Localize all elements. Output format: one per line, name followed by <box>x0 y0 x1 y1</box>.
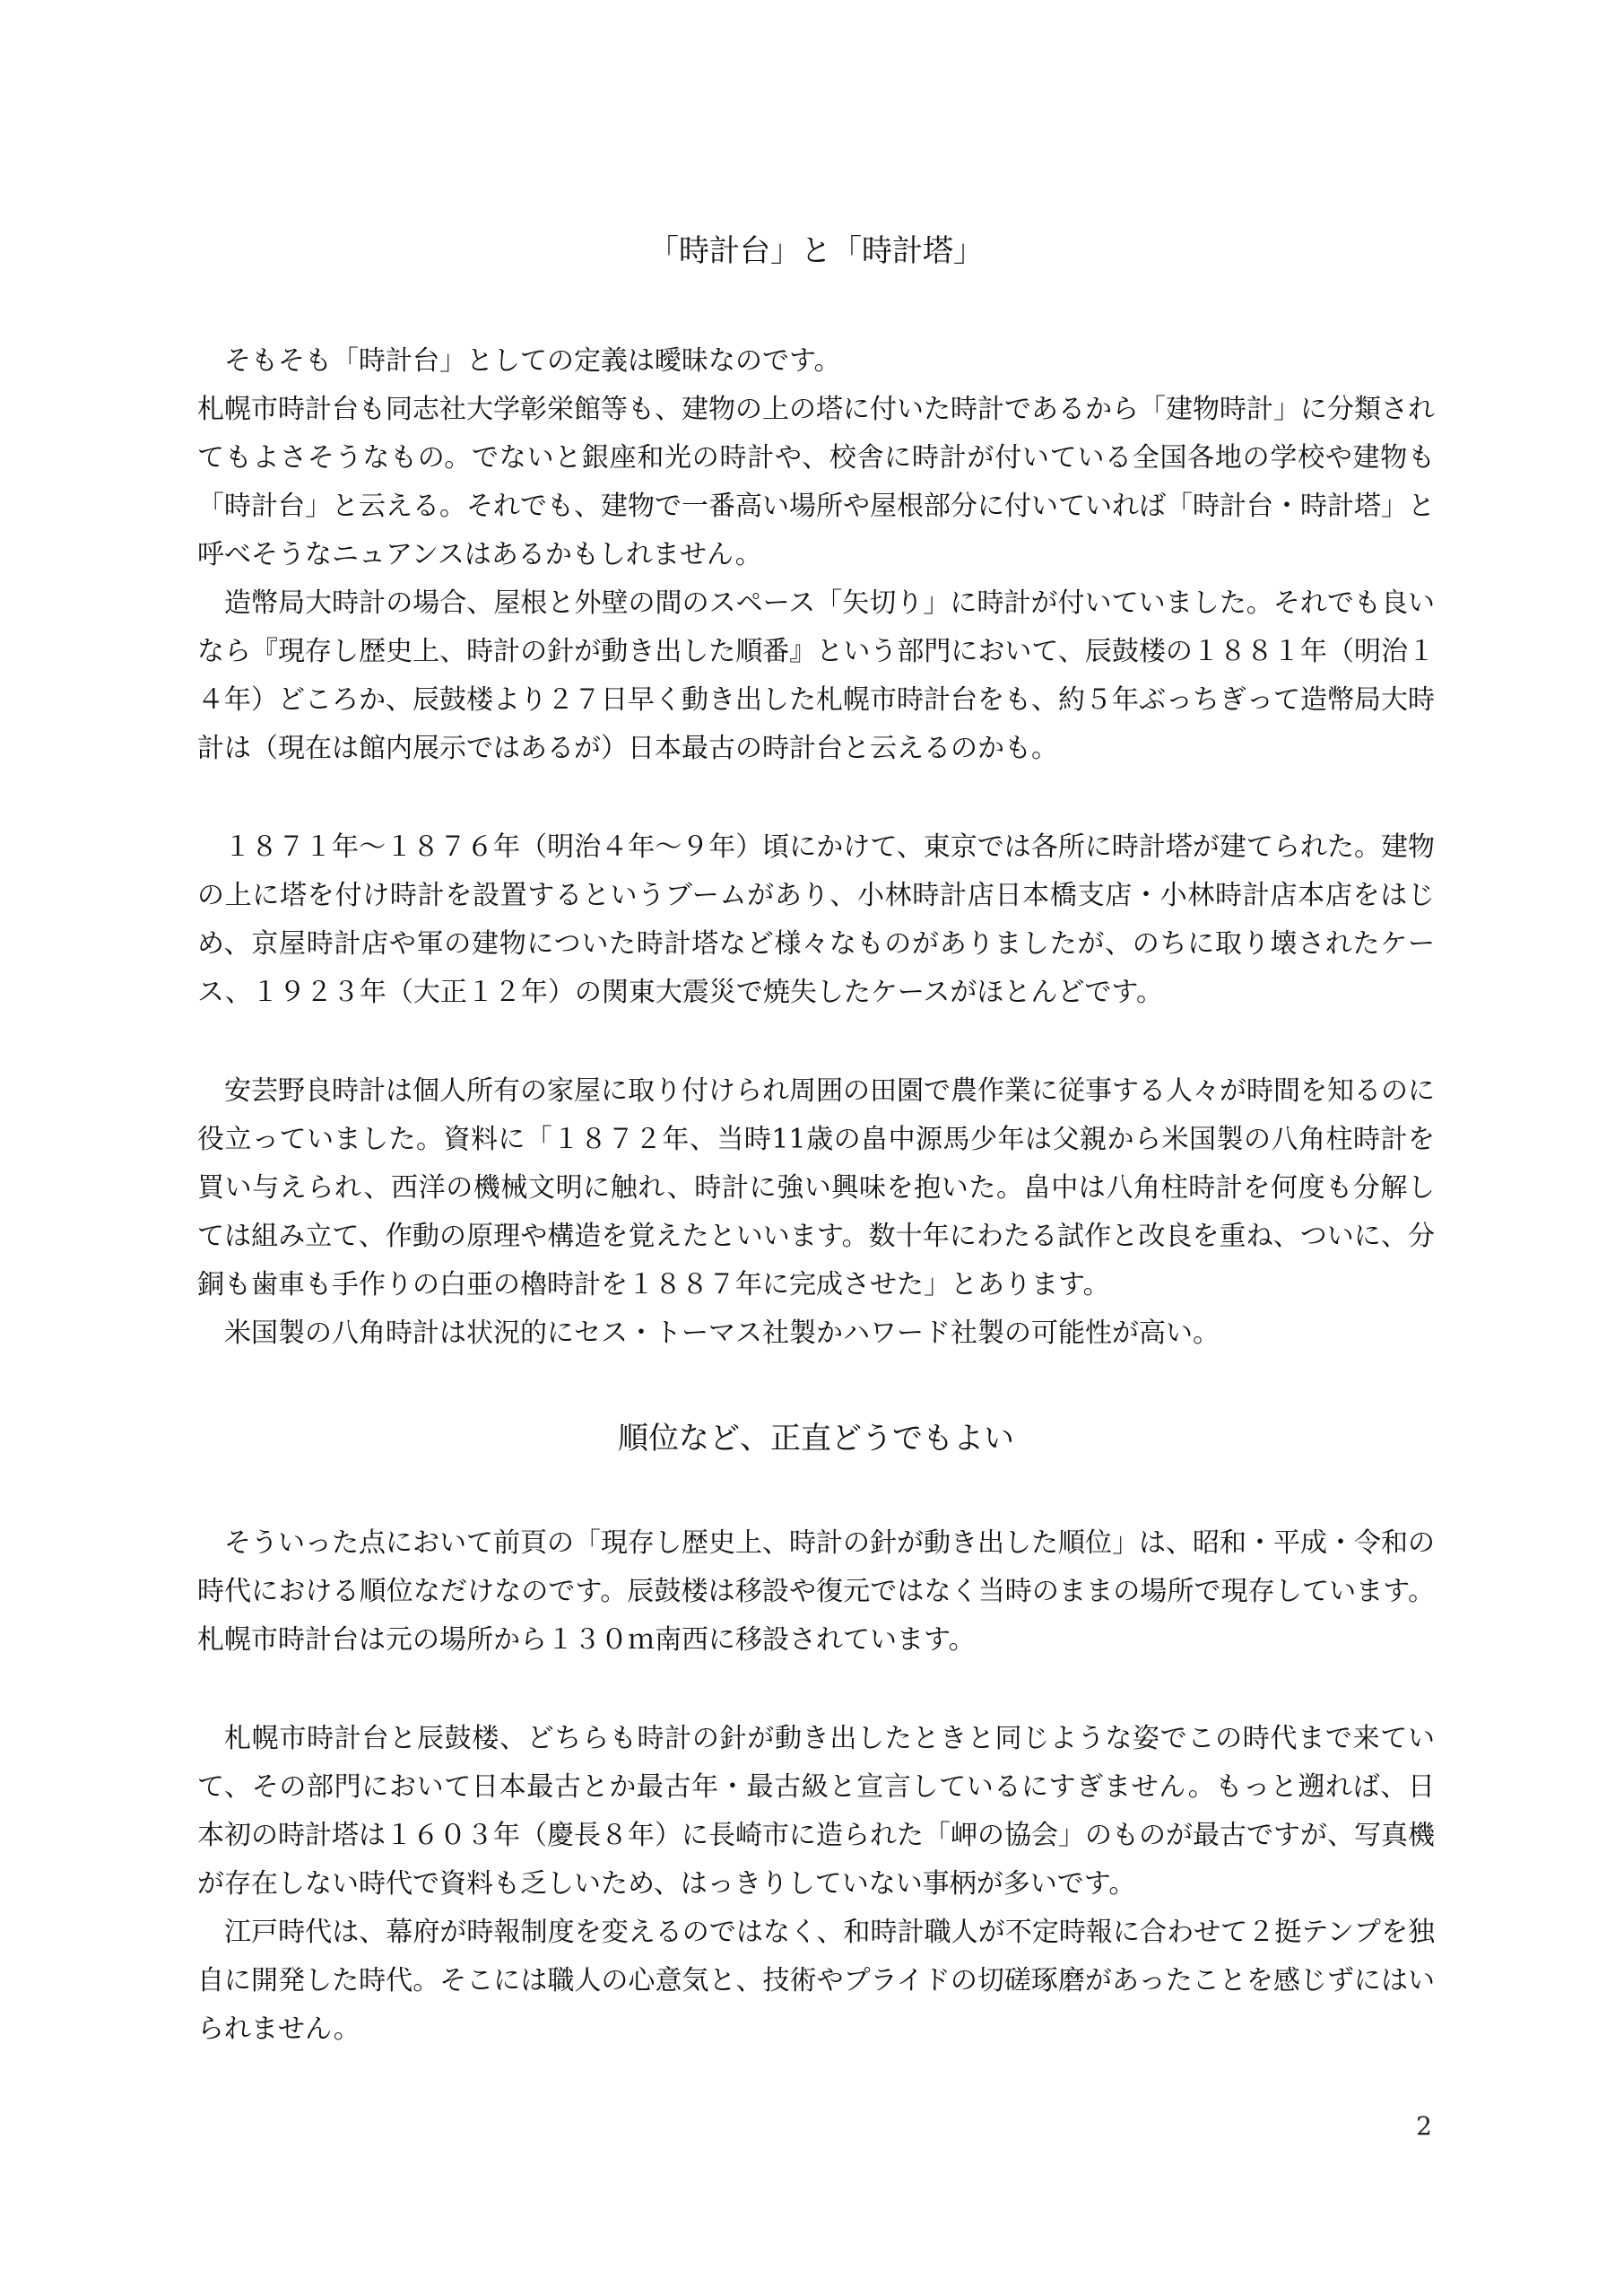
paragraph-edo: 江戸時代は、幕府が時報制度を変えるのではなく、和時計職人が不定時報に合わせて２挺テンプを独自に開発した時代。そこには職人の心意気と、技術やプライドの切磋琢磨があったことを感じずにはいられません。 <box>197 1917 1435 2045</box>
spacer <box>197 1017 1435 1067</box>
paragraph-tokyo: １８７１年～１８７６年（明治４年～９年）頃にかけて、東京では各所に時計塔が建てられた。建物の上に塔を付け時計を設置するというブームがあり、小林時計店日本橋支店・小林時計店本店をはじめ、京屋時計店や軍の建物についた時計塔など様々なものがありましたが、のちに取り壊されたケース、１９２３年（大正１２年）の関東大震災で焼失したケースがほとんどです。 <box>197 831 1435 1008</box>
paragraph-definition: そもそも「時計台」としての定義は曖昧なのです。 <box>224 345 841 377</box>
section-heading-clock-tower: 「時計台」と「時計塔」 <box>648 233 984 269</box>
paragraph-american-clock: 米国製の八角時計は状況的にセス・トーマス社製かハワード社製の可能性が高い。 <box>224 1318 1220 1349</box>
section-heading-ranking: 順位など、正直どうでもよい <box>618 1421 1014 1457</box>
paragraph-aki: 安芸野良時計は個人所有の家屋に取り付けられ周囲の田園で農作業に従事する人々が時間を知るのに役立っていました。資料に「１８７２年、当時11歳の畠中源馬少年は父親から米国製の八角柱時計を買い与えられ、西洋の機械文明に触れ、時計に強い興味を抱いた。畠中は八角柱時計を何度も分解しては組み立て、作動の原理や構造を覚えたといいます。数十年にわたる試作と改良を重ね、ついに、分銅も歯車も手作りの白亜の櫓時計を１８８７年に完成させた」とあります。 <box>197 1075 1435 1300</box>
spacer <box>197 773 1435 823</box>
spacer <box>197 278 1435 337</box>
paragraph-sapporo: 札幌市時計台も同志社大学彰栄館等も、建物の上の塔に付いた時計であるから「建物時計」に分類されてもよさそうなもの。でないと銀座和光の時計や、校舎に時計が付いている全国各地の学校や建物も「時計台」と云える。それでも、建物で一番高い場所や屋根部分に付いていれば「時計台・時計塔」と呼べそうなニュアンスはあるかもしれません。 <box>197 394 1435 570</box>
paragraph-ranking: そういった点において前頁の「現存し歴史上、時計の針が動き出した順位」は、昭和・平成・令和の時代における順位なだけなのです。辰鼓楼は移設や復元ではなく当時のままの場所で現存しています。札幌市時計台は元の場所から１３０ｍ南西に移設されています。 <box>197 1527 1435 1656</box>
page-number: 2 <box>1416 2111 1432 2141</box>
spacer <box>197 1358 1435 1412</box>
paragraph-mint: 造幣局大時計の場合、屋根と外壁の間のスペース「矢切り」に時計が付いていました。それでも良いなら『現存し歴史上、時計の針が動き出した順番』という部門において、辰鼓楼の１８８１年（明治１４年）どころか、辰鼓楼より２７日早く動き出した札幌市時計台をも、約５年ぶっちぎって造幣局大時計は（現在は館内展示ではあるが）日本最古の時計台と云えるのかも。 <box>197 587 1435 764</box>
document-body <box>197 224 1435 2054</box>
spacer <box>197 1465 1435 1519</box>
spacer <box>197 1665 1435 1715</box>
paragraph-oldest: 札幌市時計台と辰鼓楼、どちらも時計の針が動き出したときと同じような姿でこの時代まで来ていて、その部門において日本最古とか最古年・最古級と宣言しているにすぎません。もっと遡れば、日本初の時計塔は１６０３年（慶長８年）に長崎市に造られた「岬の協会」のものが最古ですが、写真機が存在しない時代で資料も乏しいため、はっきりしていない事柄が多いです。 <box>197 1723 1435 1900</box>
